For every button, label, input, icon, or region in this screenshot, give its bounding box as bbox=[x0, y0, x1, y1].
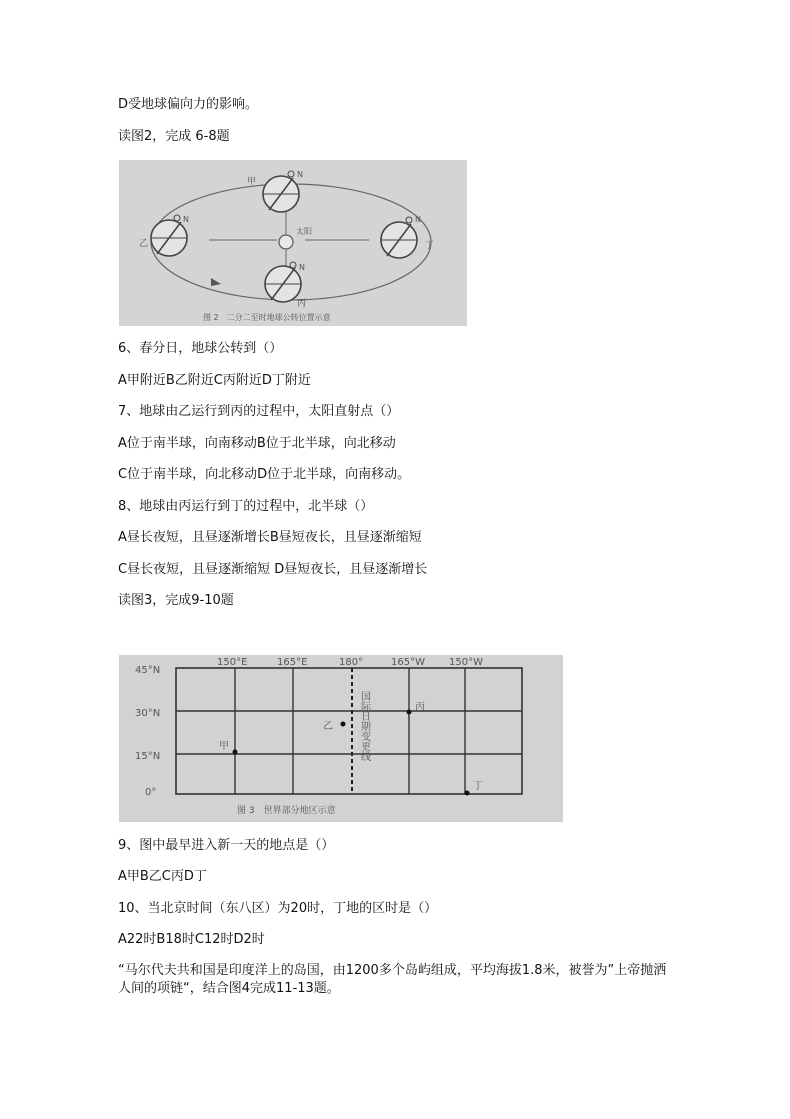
text-line: D受地球偏向力的影响。 bbox=[118, 97, 259, 112]
label-jia: 甲 bbox=[247, 177, 257, 187]
question-8-options-1: A昼长夜短，且昼逐渐增长B昼短夜长，且昼逐渐缩短 bbox=[118, 530, 422, 545]
text-line: 读图3，完成9-10题 bbox=[118, 593, 234, 608]
lat-label: 15°N bbox=[135, 751, 161, 762]
question-6-options: A甲附近B乙附近C丙附近D丁附近 bbox=[118, 373, 311, 388]
question-6: 6、春分日，地球公转到（） bbox=[118, 341, 283, 356]
question-7: 7、地球由乙运行到丙的过程中，太阳直射点（） bbox=[118, 404, 400, 419]
label-ding: 丁 bbox=[425, 241, 435, 251]
dateline-label: 国际日期变更线 bbox=[358, 691, 370, 761]
lat-label: 45°N bbox=[135, 665, 161, 676]
question-9-options: A甲B乙C丙D丁 bbox=[118, 869, 207, 884]
question-9: 9、图中最早进入新一天的地点是（） bbox=[118, 838, 335, 853]
text-line: 读图2，完成 6-8题 bbox=[118, 129, 230, 144]
svg-text:乙: 乙 bbox=[323, 721, 333, 732]
figure-3-caption: 图 3 世界部分地区示意 bbox=[237, 806, 336, 816]
lat-label: 0° bbox=[145, 787, 157, 798]
label-bing: 丙 bbox=[297, 299, 307, 309]
figure-2-caption: 图 2 二分二至时地球公转位置示意 bbox=[203, 313, 331, 322]
lon-label: 150°E bbox=[217, 657, 248, 668]
question-7-options-1: A位于南半球，向南移动B位于北半球，向北移动 bbox=[118, 436, 396, 451]
svg-text:N: N bbox=[183, 215, 189, 224]
question-7-options-2: C位于南半球，向北移动D位于北半球，向南移动。 bbox=[118, 467, 411, 482]
question-10-options: A22时B18时C12时D2时 bbox=[118, 932, 265, 947]
svg-text:N: N bbox=[297, 170, 303, 179]
lon-label: 165°W bbox=[391, 657, 425, 668]
svg-text:甲: 甲 bbox=[219, 741, 229, 752]
lon-label: 180° bbox=[339, 657, 364, 668]
sun-label: 太阳 bbox=[296, 227, 312, 236]
question-8-options-2: C昼长夜短，且昼逐渐缩短 D昼短夜长，且昼逐渐增长 bbox=[118, 562, 428, 577]
passage: “马尔代夫共和国是印度洋上的岛国，由1200多个岛屿组成，平均海拔1.8米，被誉为”上帝抛洒人间的项链“，结合图4完成11-13题。 bbox=[118, 963, 667, 996]
label-yi: 乙 bbox=[139, 239, 149, 249]
lon-label: 165°E bbox=[277, 657, 308, 668]
lat-label: 30°N bbox=[135, 708, 161, 719]
figure-3 bbox=[119, 655, 563, 822]
sun bbox=[279, 235, 293, 249]
lon-label: 150°W bbox=[449, 657, 483, 668]
question-10: 10、当北京时间（东八区）为20时，丁地的区时是（） bbox=[118, 901, 438, 916]
question-8: 8、地球由丙运行到丁的过程中，北半球（） bbox=[118, 499, 374, 514]
svg-text:N: N bbox=[299, 263, 305, 272]
svg-text:N: N bbox=[415, 215, 421, 224]
figure-2 bbox=[119, 160, 467, 326]
svg-text:丁: 丁 bbox=[473, 781, 483, 792]
svg-text:丙: 丙 bbox=[415, 702, 425, 713]
